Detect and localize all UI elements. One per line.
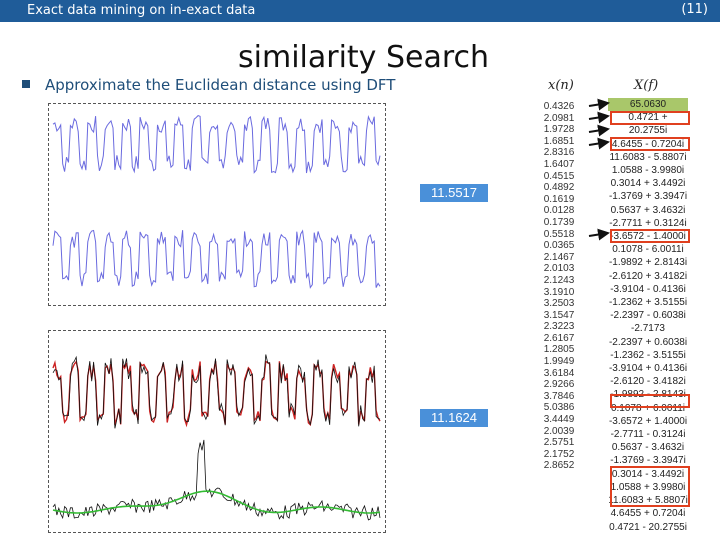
- xn-value: 2.0039: [543, 425, 575, 437]
- xn-value: 0.5518: [543, 228, 575, 240]
- xf-value: 4.6455 - 0.7204i: [611, 138, 685, 150]
- highlight-box-coef-1: [610, 111, 690, 125]
- xn-value: 2.9266: [543, 379, 575, 391]
- xn-value: 2.1467: [543, 251, 575, 263]
- xn-value: 2.5751: [543, 437, 575, 449]
- xn-value: 2.0981: [543, 112, 575, 124]
- xn-value: 2.8316: [543, 147, 575, 159]
- xf-value: 11.6083 + 5.8807i: [608, 495, 688, 507]
- arrow-icon: [589, 142, 608, 145]
- xn-value: 1.9949: [543, 356, 575, 368]
- xn-column-header: x(n): [548, 78, 574, 93]
- xn-value: 0.4326: [543, 101, 575, 112]
- xf-value: -3.6572 - 1.4000i: [610, 231, 686, 243]
- series-line-top-2: [53, 230, 380, 287]
- xf-value: -2.6120 + 3.4182i: [608, 270, 688, 282]
- xf-value: 11.6083 - 5.8807i: [609, 151, 687, 163]
- header-bar: [0, 0, 720, 22]
- page-number: (11): [681, 2, 708, 17]
- bullet-square-icon: [22, 80, 30, 88]
- xn-value: 3.7846: [543, 390, 575, 402]
- bottom-series-plot: [49, 331, 384, 531]
- highlight-box-conjugate-3: [610, 394, 690, 408]
- top-series-panel: [48, 103, 386, 306]
- xn-value: 2.0103: [543, 263, 575, 275]
- xn-value: 0.1619: [543, 193, 575, 205]
- arrow-icon: [589, 233, 608, 236]
- xn-value: 5.0386: [543, 402, 575, 414]
- xf-value: 0.5637 - 3.4632i: [611, 442, 685, 454]
- bullet-text: Approximate the Euclidean distance using DFT: [45, 76, 396, 94]
- bottom-series-panel: [48, 330, 386, 533]
- xn-value: 2.6167: [543, 332, 575, 344]
- xf-value: -2.2397 - 0.6038i: [610, 310, 686, 322]
- xn-value: 2.1752: [543, 448, 575, 460]
- xf-value: -2.7711 - 0.3124i: [610, 429, 686, 441]
- xn-value: 1.6851: [543, 135, 575, 147]
- xn-value: 1.9728: [543, 124, 575, 136]
- arrow-icon: [589, 103, 608, 106]
- xn-value-list: [536, 101, 582, 472]
- xf-value: -1.3769 - 3.3947i: [610, 455, 686, 467]
- header-title: Exact data mining on in-exact data: [27, 3, 256, 18]
- xf-value: -2.7173: [631, 323, 665, 335]
- xn-value: 3.6184: [543, 367, 575, 379]
- distance-label-bottom: 11.1624: [420, 409, 488, 427]
- xn-value: 1.2805: [543, 344, 575, 356]
- xn-value: 2.3223: [543, 321, 575, 333]
- xf-value: -2.2397 + 0.6038i: [608, 336, 688, 348]
- slide-title: similarity Search: [238, 40, 490, 75]
- xn-value: 2.1243: [543, 274, 575, 286]
- arrow-icon: [589, 116, 608, 119]
- xn-value: 3.1910: [543, 286, 575, 298]
- xn-value: 0.4892: [543, 182, 575, 194]
- highlight-box-coef-3: [610, 137, 690, 151]
- xf-value: -1.9892 - 2.8143i: [610, 389, 686, 401]
- xn-value: 1.6407: [543, 158, 575, 170]
- xn-value: 0.0365: [543, 240, 575, 252]
- xf-value: -3.9104 + 0.4136i: [608, 363, 688, 375]
- xf-value: -1.9892 + 2.8143i: [608, 257, 688, 269]
- xf-value: 0.4721 + 20.2755i: [628, 112, 668, 137]
- xf-value: 1.0588 - 3.9980i: [611, 165, 685, 177]
- highlight-box-conjugate-tail: [610, 466, 690, 507]
- xf-column-header: X(f): [634, 78, 659, 93]
- arrow-icon: [589, 129, 608, 132]
- xf-value: 0.4721 - 20.2755i: [609, 521, 687, 533]
- bullet-point: [22, 76, 395, 94]
- xf-value: 4.6455 + 0.7204i: [610, 508, 686, 520]
- xf-value: -1.2362 - 3.5155i: [610, 349, 686, 361]
- xf-value: 0.3014 - 3.4492i: [611, 468, 685, 480]
- xn-value: 0.0128: [543, 205, 575, 217]
- xf-value: -3.9104 - 0.4136i: [610, 283, 686, 295]
- xf-value: 1.0588 + 3.9980i: [610, 481, 686, 493]
- xn-value: 2.8652: [543, 460, 575, 472]
- xf-dc-value: 65.0630: [608, 98, 688, 111]
- distance-label-top: 11.5517: [420, 184, 488, 202]
- top-series-plot: [49, 104, 384, 304]
- xf-value: -2.7711 + 0.3124i: [609, 217, 687, 229]
- highlight-box-coef-10: [610, 229, 690, 243]
- xf-value: 0.3014 + 3.4492i: [610, 178, 686, 190]
- xn-value: 3.4449: [543, 414, 575, 426]
- xn-value: 0.4515: [543, 170, 575, 182]
- xf-value: -1.2362 + 3.5155i: [608, 297, 688, 309]
- xf-value: 0.1078 + 6.0011i: [610, 402, 686, 414]
- arrow-indicators: [588, 96, 614, 246]
- xf-value: -1.3769 + 3.3947i: [608, 191, 688, 203]
- xn-value: 3.1547: [543, 309, 575, 321]
- series-line-top-1: [53, 116, 380, 173]
- xn-value: 3.2503: [543, 298, 575, 310]
- xf-value: -3.6572 + 1.4000i: [608, 415, 688, 427]
- xf-value: 0.1078 - 6.0011i: [612, 244, 684, 256]
- xn-value: 0.1739: [543, 216, 575, 228]
- xf-value: -2.6120 - 3.4182i: [610, 376, 686, 388]
- xf-value: 0.5637 + 3.4632i: [610, 204, 686, 216]
